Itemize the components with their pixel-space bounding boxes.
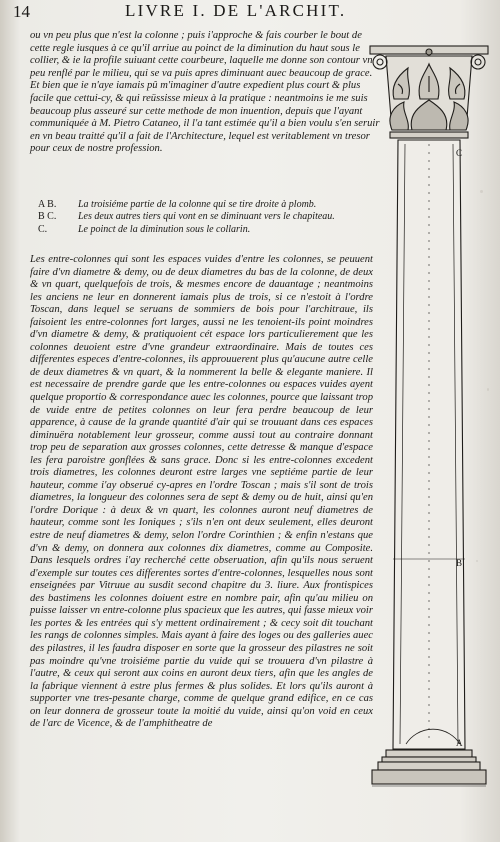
figure-label-b: B [456,558,463,568]
legend-row-bc [38,211,378,223]
figure-label-c: C [456,148,463,158]
legend-row-ab [38,199,378,211]
legend-key: C. [38,223,48,235]
right-volute [471,55,485,69]
page-number: 14 [13,2,30,21]
column-base-torus [386,750,472,757]
figure-label-a: A [456,738,463,748]
legend-text: Le poinct de la diminution sous le collarin. [78,223,251,235]
body-paragraph-2: Les entre-colonnes qui sont les espaces vuides d'entre les colonnes, se peuuent faire d'vn diametre & demy, ou de deux diametres du bas de la colonne, de deux & vn quart, quelquefois de trois, & mesmes encore de dauantage ; neantmoins les anciens ne leur en donnerent iamais plus de trois, si ce n'estoit à l'ordre Toscan, dans lequel se seruans de sommiers de bois pour l'architraue, ils faisoient les entre-colonnes fort larges, aussi ne les tenoient-ils point moindres d'vn diametre & demy, & pratiquoient cét espace lors particulierement que les colonnes deuoient estre d'vne grandeur extraordinaire. Mais de toutes ces differentes especes d'entre-colonnes, ils approuuerent plus qu'aucune autre celle de deux diametres & vn quart, & la nommerent la belle & elegante maniere. Il est necessaire de prendre garde que les entre-colonnes ou espaces vuides ayent quelque proportio & correspondance auec les colonnes, pource que laissant trop de vuide entre de petites colonnes on leur fera perdre beaucoup de leur apparence, à cause de la grande quantité d'air qui se trouuant dans ces espaces diminuëra notablement leur grosseur, comme aussi tout au contraire donnant trop peu de separation aux grosses colonnes, cette detresse & manque d'espace les fera paroistre gonflées & sans grace. Donc si les entre-colonnes excedent trois diametres, les colonnes deuront estre larges vne septiéme partie de leur hauteur, comme i'ay obserué cy-apres en l'ordre Toscan ; mais s'il sont de trois diametres, la longueur des colonnes sera de sept & demy ou de huit, ainsi qu'en l'ordre Dorique : à deux & vn quart, les colonnes auront neuf diametres de hauteur, comme sont les Ioniques ; s'ils n'en ont deux seulement, elles deuront estre de neuf diametres & demy, selon l'ordre Corinthien ; & enfin n'estans que d'vn & demy, on donnera aux colonnes dix diametres, comme au Composite. Dans lesquels ordres i'ay recherché cette obseruation, afin qu'ils nous seruent d'exemple sur toutes ces differentes sortes d'entre-colonnes, lesquelles nous sont enseignées par Vitruue au susdit second chapitre du 3. liure. Aux frontispices des bastimens les colonnes doiuent estre en nombre pair, afin qu'au milieu on puisse laisser vn entre-colonne plus spacieux que les autres, qui fasse mieux voir les portes & les entrées qui s'y mettent ordinairement ; & cecy soit dit touchant les rangs de colonnes simples. Mais ayant à faire des loges ou des galleries auec des pilastres, il les faudra disposer en sorte que la grosseur des pilastres ne soit pas moindre qu'vne troisiéme partie du vuide qui se trouuera d'vn pilastre à l'autre, & ceux qui seront aux coins en auront deux tiers, afin que les angles de la fabrique viennent à estre plus fermes & plus solides. Et lors qu'ils auront à supporter vne tres-pesante charge, comme de quelque grand edifice, en ce cas on leur donnera de grosseur toute la moitié du vuide, ainsi qu'on void en ceux de l'arc de Vicence, & de l'amphitheatre de [30,254,373,730]
figure-legend [38,199,378,236]
plinth [372,770,486,784]
acanthus-leaves [390,64,468,130]
legend-key: B C. [38,211,57,223]
left-volute [373,55,387,69]
astragal [390,132,468,138]
legend-text: Les deux autres tiers qui vont en se diminuant vers le chapiteau. [78,211,335,223]
legend-text: La troisiéme partie de la colonne qui se tire droite à plomb. [78,199,317,210]
running-head: LIVRE I. DE L'ARCHIT. [125,1,347,20]
legend-row-c [38,224,378,236]
body-paragraph-1: ou vn peu plus que n'est la colonne ; puis i'approche & fais courber le bout de cette regle iusques à ce qu'il arriue au poinct de la diminution du haut sous le collier, & ie la profile suiuant cette courbeure, laquelle me donne son contour vn peu renflé par le milieu, qui se va puis apres diminuant auec beaucoup de grace. Et bien que ie n'aye iamais pû m'imaginer d'autre expedient plus court & plus facile que cettui-cy, & qui reüssisse mieux à la pratique : neantmoins ie me suis beaucoup plus asseuré sur cette methode de mon inuention, depuis que l'ayant communiquée à M. Pietro Cataneo, il l'a tant estimée qu'il a bien voulu s'en seruir en vn beau traitté qu'il a fait de l'Architecture, lequel est veritablement vn tresor pour ceux de nostre profession. [30,30,380,155]
paper-speck [480,190,483,193]
paper-speck [487,388,489,391]
legend-key: A B. [38,199,57,210]
corinthian-column-illustration [368,44,490,820]
paper-speck [476,560,478,562]
